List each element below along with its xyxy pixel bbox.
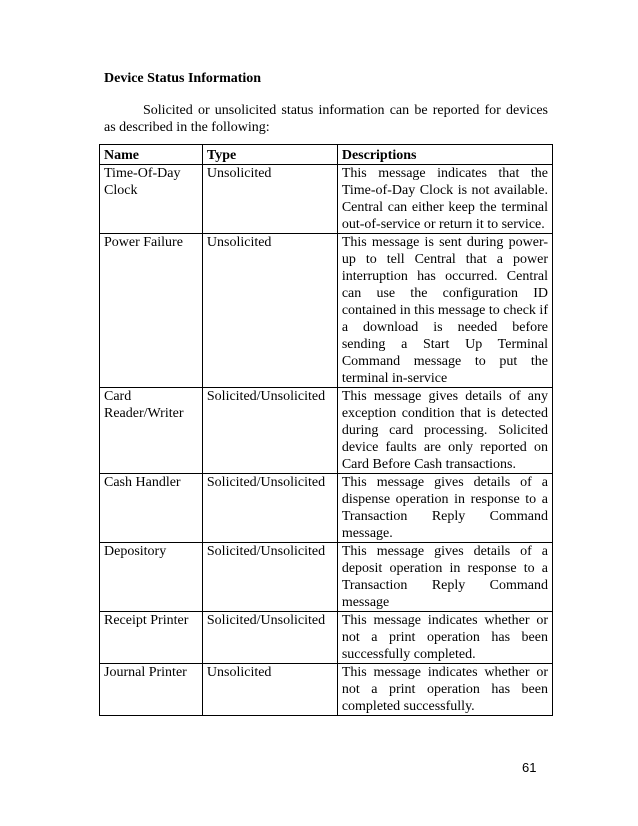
- table-row: [100, 612, 553, 664]
- table-row: [100, 165, 553, 234]
- cell-type: Solicited/Unsolicited: [202, 543, 337, 612]
- device-status-table: [99, 144, 553, 716]
- table-header-row: [100, 145, 553, 165]
- table-row: [100, 664, 553, 716]
- cell-type: Unsolicited: [202, 664, 337, 716]
- cell-type: Unsolicited: [202, 234, 337, 388]
- header-type: Type: [202, 145, 337, 165]
- cell-description: This message gives details of any exception condition that is detected during card processing. Solicited device faults are only reported on Card Before Cash transactions.: [337, 388, 552, 474]
- cell-description: This message gives details of a dispense operation in response to a Transaction Reply Command message.: [337, 474, 552, 543]
- header-descriptions: Descriptions: [337, 145, 552, 165]
- cell-name: Journal Printer: [100, 664, 203, 716]
- cell-name: Receipt Printer: [100, 612, 203, 664]
- cell-description: This message indicates that the Time-of-Day Clock is not available. Central can either keep the terminal out-of-service or return it to service.: [337, 165, 552, 234]
- cell-description: This message indicates whether or not a print operation has been completed successfully.: [337, 664, 552, 716]
- cell-type: Solicited/Unsolicited: [202, 474, 337, 543]
- cell-description: This message gives details of a deposit operation in response to a Transaction Reply Command message: [337, 543, 552, 612]
- section-heading: Device Status Information: [104, 71, 262, 86]
- cell-description: This message is sent during power-up to tell Central that a power interruption has occurred. Central can use the configuration ID contained in this message to check if a download is needed before sending a Start Up Terminal Command message to put the terminal in-service: [337, 234, 552, 388]
- header-name: Name: [100, 145, 203, 165]
- cell-description: This message indicates whether or not a print operation has been successfully completed.: [337, 612, 552, 664]
- table-row: [100, 543, 553, 612]
- cell-name: Card Reader/Writer: [100, 388, 203, 474]
- table-row: [100, 474, 553, 543]
- cell-type: Solicited/Unsolicited: [202, 612, 337, 664]
- cell-name: Depository: [100, 543, 203, 612]
- intro-paragraph: Solicited or unsolicited status information can be reported for devices as described in the following:: [104, 103, 548, 135]
- table-row: [100, 234, 553, 388]
- cell-type: Unsolicited: [202, 165, 337, 234]
- cell-type: Solicited/Unsolicited: [202, 388, 337, 474]
- cell-name: Cash Handler: [100, 474, 203, 543]
- table-row: [100, 388, 553, 474]
- page-number: 61: [522, 760, 537, 775]
- cell-name: Power Failure: [100, 234, 203, 388]
- cell-name: Time-Of-Day Clock: [100, 165, 203, 234]
